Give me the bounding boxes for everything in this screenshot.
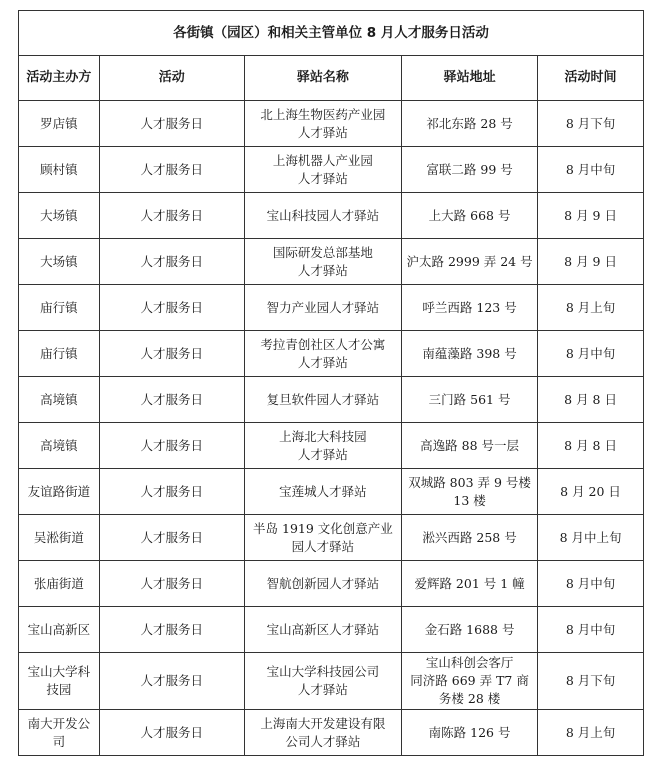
time-cell: 8 月上旬 xyxy=(538,285,644,331)
station-cell: 上海南大开发建设有限 公司人才驿站 xyxy=(244,710,401,756)
time-cell: 8 月 20 日 xyxy=(538,469,644,515)
station-cell: 宝山大学科技园公司 人才驿站 xyxy=(244,653,401,710)
host-cell: 吴淞街道 xyxy=(19,515,100,561)
address-cell: 高逸路 88 号一层 xyxy=(402,423,538,469)
table-row xyxy=(19,561,644,607)
station-cell: 北上海生物医药产业园 人才驿站 xyxy=(244,101,401,147)
table-row xyxy=(19,377,644,423)
address-cell: 淞兴西路 258 号 xyxy=(402,515,538,561)
activity-cell: 人才服务日 xyxy=(99,239,244,285)
host-cell: 庙行镇 xyxy=(19,285,100,331)
activity-cell: 人才服务日 xyxy=(99,285,244,331)
address-cell: 南蕴藻路 398 号 xyxy=(402,331,538,377)
host-cell: 罗店镇 xyxy=(19,101,100,147)
activity-cell: 人才服务日 xyxy=(99,561,244,607)
address-cell: 宝山科创会客厅 同济路 669 弄 T7 商 务楼 28 楼 xyxy=(402,653,538,710)
header-row xyxy=(19,56,644,101)
header-host: 活动主办方 xyxy=(19,56,100,101)
time-cell: 8 月中旬 xyxy=(538,607,644,653)
address-cell: 沪太路 2999 弄 24 号 xyxy=(402,239,538,285)
time-cell: 8 月中旬 xyxy=(538,147,644,193)
header-time: 活动时间 xyxy=(538,56,644,101)
time-cell: 8 月下旬 xyxy=(538,653,644,710)
activity-cell: 人才服务日 xyxy=(99,193,244,239)
table-row xyxy=(19,193,644,239)
station-cell: 国际研发总部基地 人才驿站 xyxy=(244,239,401,285)
host-cell: 张庙街道 xyxy=(19,561,100,607)
station-cell: 考拉青创社区人才公寓 人才驿站 xyxy=(244,331,401,377)
host-cell: 庙行镇 xyxy=(19,331,100,377)
host-cell: 高境镇 xyxy=(19,423,100,469)
station-cell: 宝山高新区人才驿站 xyxy=(244,607,401,653)
address-cell: 金石路 1688 号 xyxy=(402,607,538,653)
header-station: 驿站名称 xyxy=(244,56,401,101)
activity-cell: 人才服务日 xyxy=(99,147,244,193)
host-cell: 大场镇 xyxy=(19,239,100,285)
table-row xyxy=(19,607,644,653)
activity-cell: 人才服务日 xyxy=(99,423,244,469)
address-cell: 爱辉路 201 号 1 幢 xyxy=(402,561,538,607)
time-cell: 8 月 9 日 xyxy=(538,239,644,285)
address-cell: 富联二路 99 号 xyxy=(402,147,538,193)
station-cell: 智力产业园人才驿站 xyxy=(244,285,401,331)
host-cell: 友谊路街道 xyxy=(19,469,100,515)
time-cell: 8 月下旬 xyxy=(538,101,644,147)
activity-cell: 人才服务日 xyxy=(99,607,244,653)
address-cell: 祁北东路 28 号 xyxy=(402,101,538,147)
time-cell: 8 月 8 日 xyxy=(538,377,644,423)
address-cell: 三门路 561 号 xyxy=(402,377,538,423)
table-row xyxy=(19,331,644,377)
address-cell: 呼兰西路 123 号 xyxy=(402,285,538,331)
time-cell: 8 月中上旬 xyxy=(538,515,644,561)
table-title: 各街镇（园区）和相关主管单位 8 月人才服务日活动 xyxy=(19,11,644,56)
activity-cell: 人才服务日 xyxy=(99,710,244,756)
table-row xyxy=(19,101,644,147)
host-cell: 宝山大学科 技园 xyxy=(19,653,100,710)
host-cell: 宝山高新区 xyxy=(19,607,100,653)
table-row xyxy=(19,515,644,561)
header-address: 驿站地址 xyxy=(402,56,538,101)
address-cell: 上大路 668 号 xyxy=(402,193,538,239)
address-cell: 南陈路 126 号 xyxy=(402,710,538,756)
station-cell: 上海机器人产业园 人才驿站 xyxy=(244,147,401,193)
activity-cell: 人才服务日 xyxy=(99,331,244,377)
activity-cell: 人才服务日 xyxy=(99,653,244,710)
activity-cell: 人才服务日 xyxy=(99,101,244,147)
time-cell: 8 月 8 日 xyxy=(538,423,644,469)
time-cell: 8 月中旬 xyxy=(538,331,644,377)
header-activity: 活动 xyxy=(99,56,244,101)
activity-cell: 人才服务日 xyxy=(99,515,244,561)
host-cell: 大场镇 xyxy=(19,193,100,239)
table-body xyxy=(19,101,644,756)
time-cell: 8 月中旬 xyxy=(538,561,644,607)
station-cell: 宝山科技园人才驿站 xyxy=(244,193,401,239)
activity-cell: 人才服务日 xyxy=(99,377,244,423)
host-cell: 高境镇 xyxy=(19,377,100,423)
table-row xyxy=(19,239,644,285)
table-row xyxy=(19,423,644,469)
table-row xyxy=(19,147,644,193)
address-cell: 双城路 803 弄 9 号楼 13 楼 xyxy=(402,469,538,515)
table-row xyxy=(19,710,644,756)
station-cell: 智航创新园人才驿站 xyxy=(244,561,401,607)
station-cell: 半岛 1919 文化创意产业 园人才驿站 xyxy=(244,515,401,561)
table-row xyxy=(19,469,644,515)
station-cell: 复旦软件园人才驿站 xyxy=(244,377,401,423)
station-cell: 上海北大科技园 人才驿站 xyxy=(244,423,401,469)
activity-schedule xyxy=(18,10,644,756)
host-cell: 顾村镇 xyxy=(19,147,100,193)
time-cell: 8 月 9 日 xyxy=(538,193,644,239)
host-cell: 南大开发公 司 xyxy=(19,710,100,756)
table-row xyxy=(19,653,644,710)
activity-cell: 人才服务日 xyxy=(99,469,244,515)
time-cell: 8 月上旬 xyxy=(538,710,644,756)
station-cell: 宝莲城人才驿站 xyxy=(244,469,401,515)
table-row xyxy=(19,285,644,331)
schedule-table xyxy=(18,10,644,756)
